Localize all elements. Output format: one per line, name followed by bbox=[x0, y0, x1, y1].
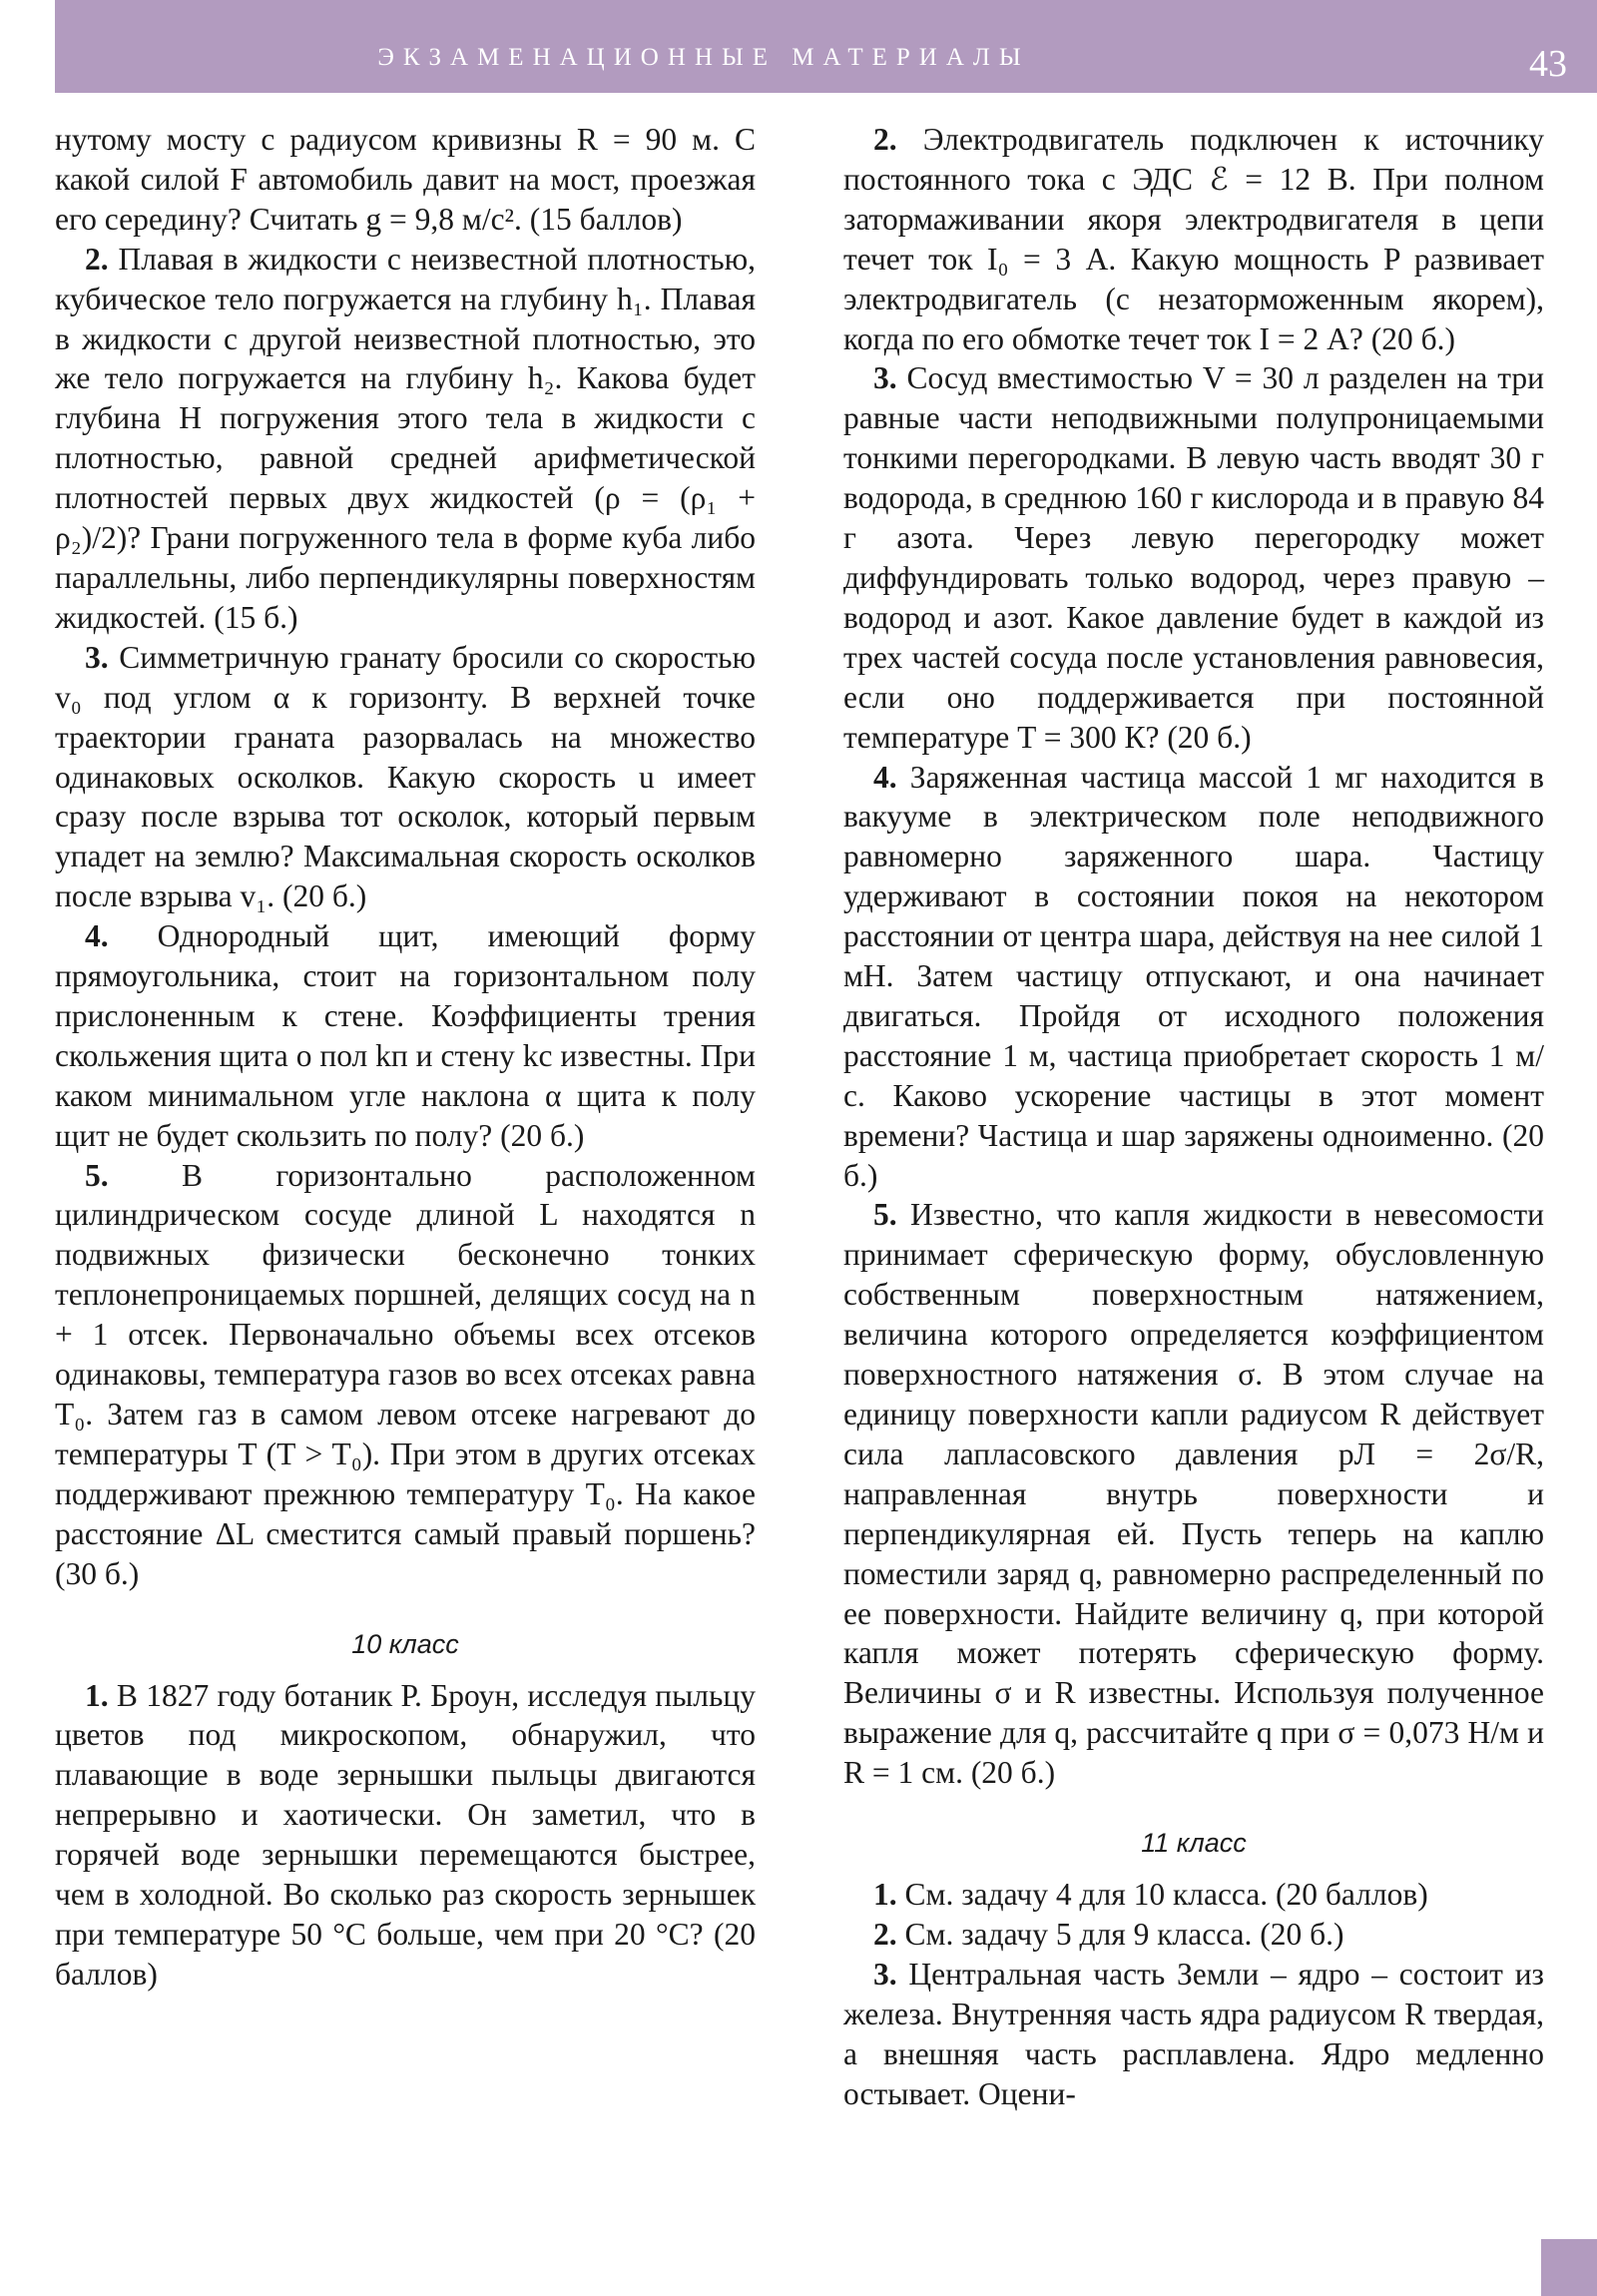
problem-number: 2. bbox=[873, 122, 897, 157]
running-header bbox=[55, 0, 1597, 93]
left-column bbox=[55, 120, 756, 1995]
problem-text: Электродвигатель подключен к источнику постоянного тока с ЭДС ℰ = 12 В. При полном затормаживании якоря электродвигателя в цепи течет ток I₀ = 3 А. Какую мощность P развивает электродвигатель (с незаторможенным якорем), когда по его обмотке течет ток I = 2 А? (20 б.) bbox=[843, 122, 1544, 356]
problem-number: 5. bbox=[85, 1157, 109, 1193]
problem-10-1 bbox=[55, 1676, 756, 1995]
problem-10-3 bbox=[843, 358, 1544, 757]
grade-10-heading: 10 класс bbox=[351, 1628, 459, 1659]
problem-number: 1. bbox=[85, 1677, 109, 1713]
section-title: ЭКЗАМЕНАЦИОННЫЕ МАТЕРИАЛЫ bbox=[377, 44, 1030, 71]
problem-number: 4. bbox=[85, 918, 109, 954]
problem-number: 3. bbox=[873, 360, 897, 396]
problem-9-2 bbox=[55, 240, 756, 638]
problem-number: 4. bbox=[873, 759, 897, 795]
problem-text: нутому мосту с радиусом кривизны R = 90 м. С какой силой F автомобиль давит на мост, проезжая его середину? Считать g = 9,8 м/с². (15 баллов) bbox=[55, 122, 756, 237]
problem-number: 1. bbox=[873, 1877, 897, 1913]
problem-number: 2. bbox=[85, 241, 109, 277]
problem-text: Плавая в жидкости с неизвестной плотностью, кубическое тело погружается на глубину h₁. Плавая в жидкости с другой неизвестной плотностью, это же тело погружается на глубину h₂. Какова будет глубина H погружения этого тела в жидкости с плотностью, равной средней арифметической плотностей первых двух жидкостей (ρ = (ρ₁ + ρ₂)/2)? Грани погруженного тела в форме куба либо параллельны, либо перпендикулярны поверхностям жидкостей. (15 б.) bbox=[55, 241, 756, 635]
right-column bbox=[843, 120, 1544, 2114]
problem-10-4 bbox=[843, 758, 1544, 1196]
problem-number: 2. bbox=[873, 1916, 897, 1952]
problem-text: Заряженная частица массой 1 мг находится в вакууме в электрическом поле неподвижного равномерно заряженного шара. Частицу удерживают в состоянии покоя на некотором расстоянии от центра шара, действуя на нее силой 1 мН. Затем частицу отпускают, и она начинает двигаться. Пройдя от исходного положения расстояние 1 м, частица приобретает скорость 1 м/с. Каково ускорение частицы в этот момент времени? Частица и шар заряжены одноименно. (20 б.) bbox=[843, 759, 1544, 1193]
problem-text: См. задачу 5 для 9 класса. (20 б.) bbox=[896, 1916, 1344, 1952]
page-number: 43 bbox=[1529, 43, 1567, 85]
problem-text: Известно, что капля жидкости в невесомости принимает сферическую форму, обусловленную собственным поверхностным натяжением, величина которого определяется коэффициентом поверхностного натяжения σ. В этом случае на единицу поверхности капли радиусом R действует сила лапласовского давления pЛ = 2σ/R, направленная внутрь поверхности и перпендикулярная ей. Пусть теперь на каплю поместили заряд q, равномерно распределенный по ее поверхности. Найдите величину q, при которой капля может потерять сферическую форму. Величины σ и R известны. Используя полученное выражение для q, рассчитайте q при σ = 0,073 Н/м и R = 1 см. (20 б.) bbox=[843, 1197, 1544, 1791]
problem-number: 3. bbox=[873, 1956, 897, 1992]
problem-text: Центральная часть Земли – ядро – состоит из железа. Внутренняя часть ядра радиусом R твердая, а внешняя часть расплавлена. Ядро медленно остывает. Оцени- bbox=[843, 1956, 1544, 2111]
problem-10-5 bbox=[843, 1195, 1544, 1793]
problem-text: Симметричную гранату бросили со скоростью v₀ под углом α к горизонту. В верхней точке траектории граната разорвалась на множество одинаковых осколков. Какую скорость u имеет сразу после взрыва тот осколок, который первым упадет на землю? Максимальная скорость осколков после взрыва v₁. (20 б.) bbox=[55, 639, 756, 914]
problem-text: Однородный щит, имеющий форму прямоугольника, стоит на горизонтальном полу прислоненным к стене. Коэффициенты трения скольжения щита о пол kп и стену kс известны. При каком минимальном угле наклона α щита к полу щит не будет скользить по полу? (20 б.) bbox=[55, 918, 756, 1153]
problem-text: См. задачу 4 для 10 класса. (20 баллов) bbox=[896, 1877, 1428, 1913]
problem-9-5 bbox=[55, 1156, 756, 1594]
grade-11-heading: 11 класс bbox=[1141, 1828, 1247, 1859]
problem-text: В горизонтально расположенном цилиндрическом сосуде длиной L находятся n подвижных физически бесконечно тонких теплонепроницаемых поршней, делящих сосуд на n + 1 отсек. Первоначально объемы всех отсеков одинаковы, температура газов во всех отсеках равна T₀. Затем газ в самом левом отсеке нагревают до температуры T (T > T₀). При этом в других отсеках поддерживают прежнюю температуру T₀. На какое расстояние ΔL сместится самый правый поршень? (30 б.) bbox=[55, 1157, 756, 1591]
problem-9-3 bbox=[55, 638, 756, 916]
problem-text: Сосуд вместимостью V = 30 л разделен на три равные части неподвижными полупроницаемыми тонкими перегородками. В левую часть вводят 30 г водорода, в среднюю 160 г кислорода и в правую 84 г азота. Через левую перегородку может диффундировать только водород, через правую – водород и азот. Какое давление будет в каждой из трех частей сосуда после установления равновесия, если оно поддерживается при постоянной температуре T = 300 К? (20 б.) bbox=[843, 360, 1544, 755]
problem-9-4 bbox=[55, 916, 756, 1155]
page-corner-tab bbox=[1541, 2239, 1597, 2296]
problem-text: В 1827 году ботаник Р. Броун, исследуя пыльцу цветов под микроскопом, обнаружил, что плавающие в воде зернышки пыльцы двигаются непрерывно и хаотически. Он заметил, что в горячей воде зернышки перемещаются быстрее, чем в холодной. Во сколько раз скорость зернышек при температуре 50 °C больше, чем при 20 °C? (20 баллов) bbox=[55, 1677, 756, 1992]
problem-continuation bbox=[55, 120, 756, 240]
problem-number: 3. bbox=[85, 639, 109, 675]
problem-10-2 bbox=[843, 120, 1544, 358]
problem-11-1 bbox=[843, 1875, 1544, 1915]
problem-11-2 bbox=[843, 1915, 1544, 1955]
problem-11-3 bbox=[843, 1955, 1544, 2114]
problem-number: 5. bbox=[873, 1197, 897, 1233]
